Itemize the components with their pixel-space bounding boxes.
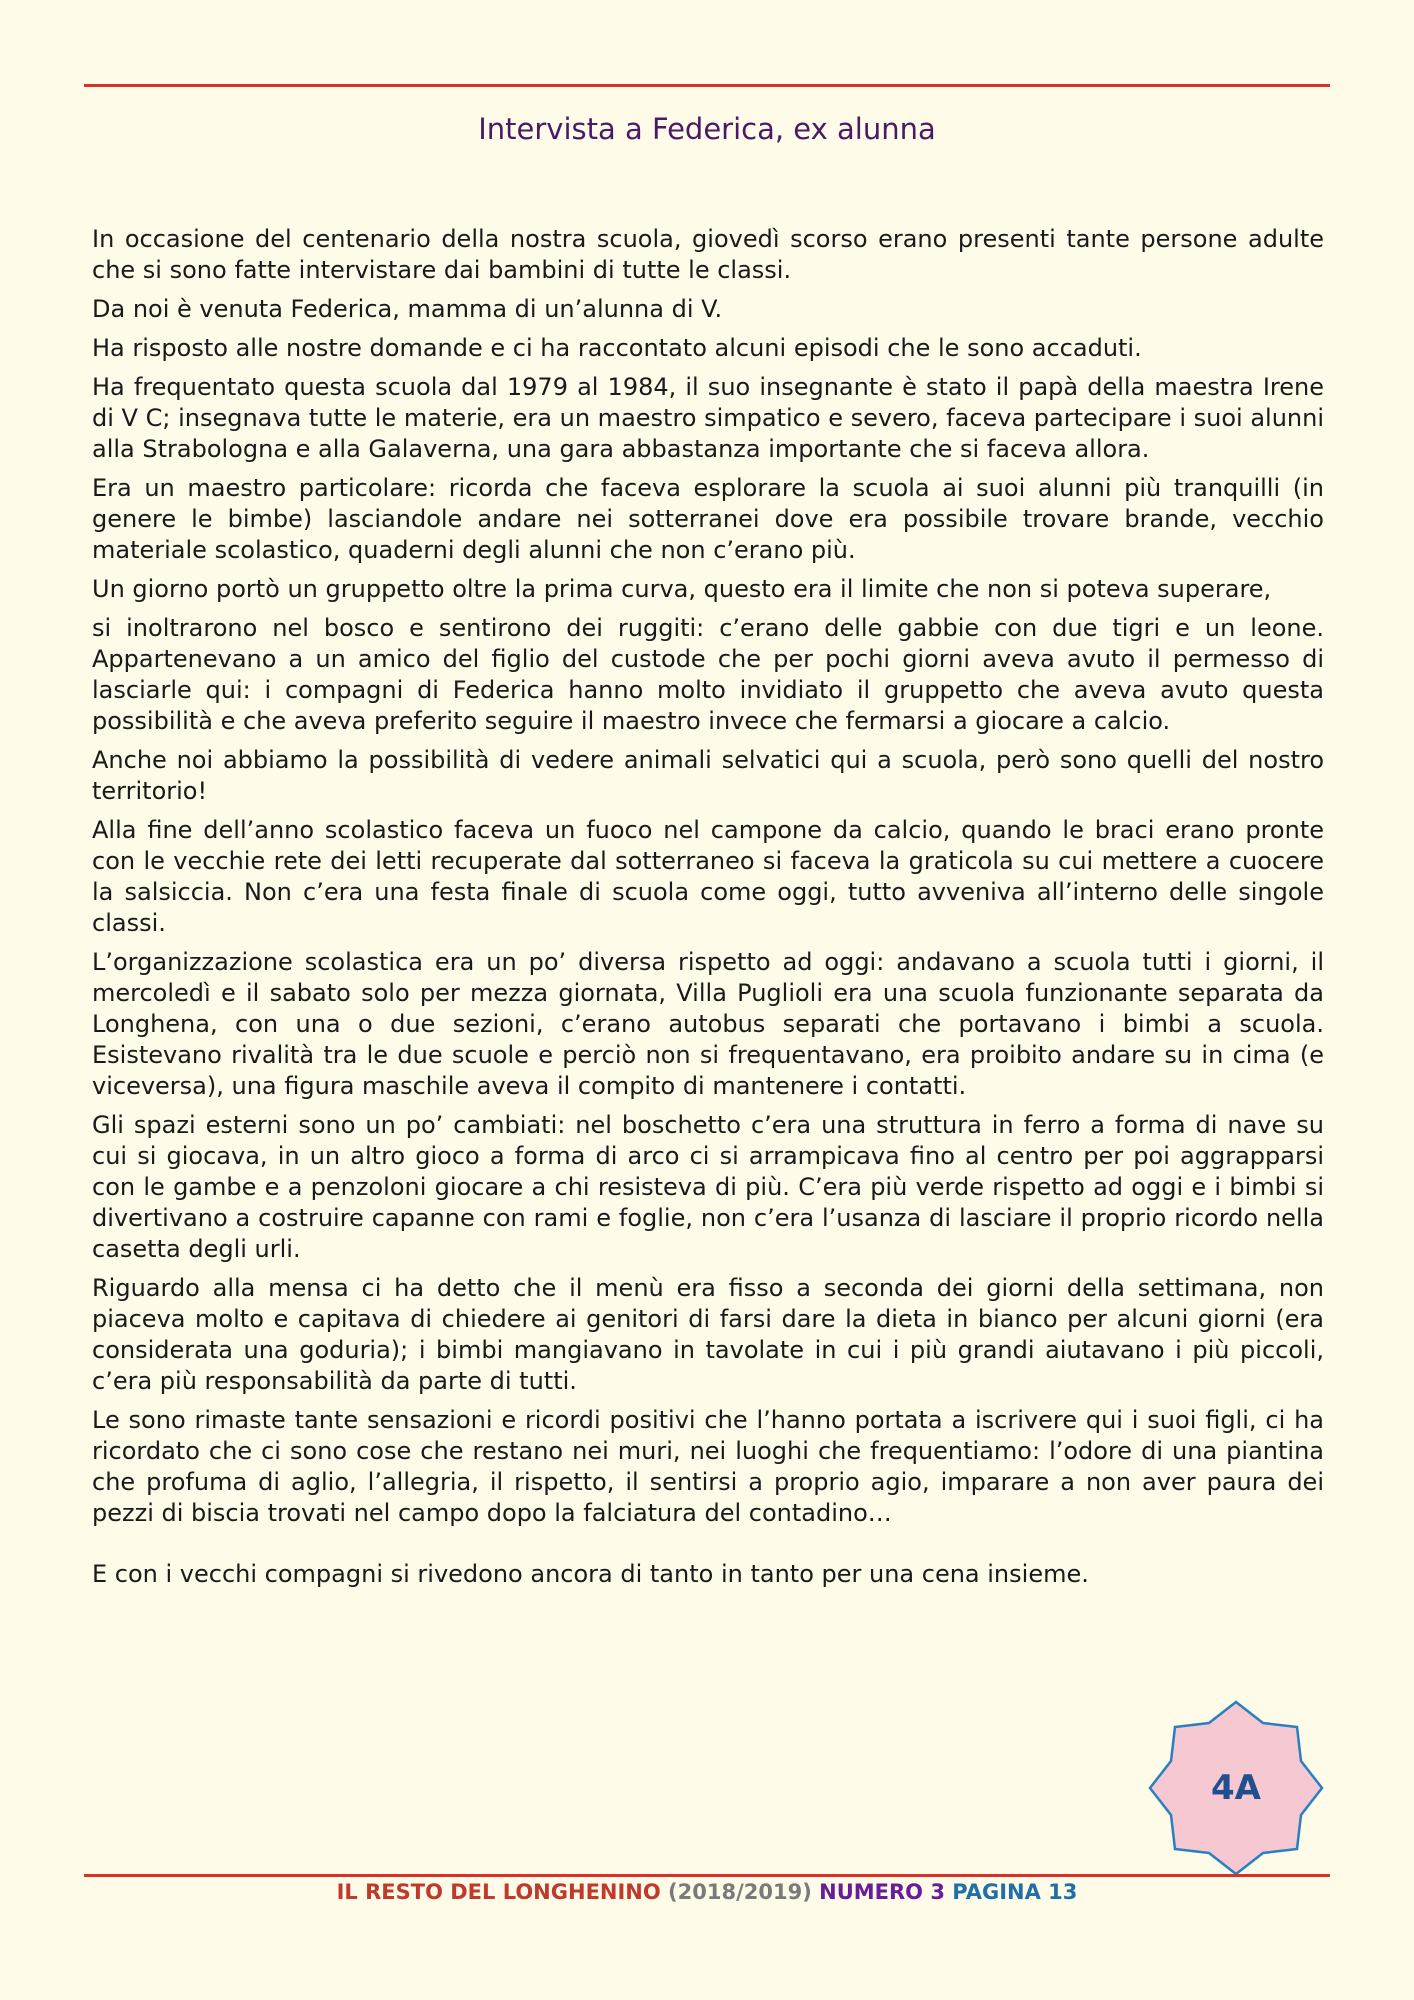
footer-year: (2018/2019): [668, 1880, 812, 1904]
footer-issue: NUMERO 3: [819, 1880, 945, 1904]
paragraph: Da noi è venuta Federica, mamma di un’alunna di V.: [92, 295, 723, 323]
top-rule: [84, 84, 1330, 87]
paragraph: Un giorno portò un gruppetto oltre la prima curva, questo era il limite che non si poteva superare,: [92, 575, 1272, 603]
class-badge: [1146, 1698, 1326, 1878]
paragraph: L’organizzazione scolastica era un po’ diversa rispetto ad oggi: andavano a scuola tutti i giorni, il mercoledì e il sabato solo per mezza giornata, Villa Puglioli era una scuola funzionante separata da Longhena, con una o due sezioni, c’erano autobus separati che portavano i bimbi a scuola. Esistevano rivalità tra le due scuole e perciò non si frequentavano, era proibito andare su in cima (e viceversa), una figura maschile aveva il compito di mantenere i contatti.: [92, 948, 1324, 1100]
paragraph: Le sono rimaste tante sensazioni e ricordi positivi che l’hanno portata a iscrivere qui i suoi figli, ci ha ricordato che ci sono cose che restano nei muri, nei luoghi che frequentiamo: l’odore di una piantina che profuma di aglio, l’allegria, il rispetto, il sentirsi a proprio agio, imparare a non aver paura dei pezzi di biscia trovati nel campo dopo la falciatura del contadino…: [92, 1406, 1324, 1527]
paragraph: Ha risposto alle nostre domande e ci ha raccontato alcuni episodi che le sono accaduti.: [92, 334, 1142, 362]
paragraph: Riguardo alla mensa ci ha detto che il menù era fisso a seconda dei giorni della settimana, non piaceva molto e capitava di chiedere ai genitori di farsi dare la dieta in bianco per alcuni giorni (era considerata una goduria); i bimbi mangiavano in tavolate in cui i più grandi aiutavano i più piccoli, c’era più responsabilità da parte di tutti.: [92, 1274, 1324, 1395]
bottom-rule: [84, 1874, 1330, 1877]
page-footer: [0, 1880, 1414, 1904]
paragraph: Alla fine dell’anno scolastico faceva un fuoco nel campone da calcio, quando le braci erano pronte con le vecchie rete dei letti recuperate dal sotterraneo si faceva la graticola su cui mettere a cuocere la salsiccia. Non c’era una festa finale di scuola come oggi, tutto avveniva all’interno delle singole classi.: [92, 816, 1324, 937]
paragraph: Ha frequentato questa scuola dal 1979 al 1984, il suo insegnante è stato il papà della maestra Irene di V C; insegnava tutte le materie, era un maestro simpatico e severo, faceva partecipare i suoi alunni alla Strabologna e alla Galaverna, una gara abbastanza importante che si faceva allora.: [92, 373, 1324, 463]
paragraph: si inoltrarono nel bosco e sentirono dei ruggiti: c’erano delle gabbie con due tigri e un leone. Appartenevano a un amico del figlio del custode che per pochi giorni aveva avuto il permesso di lasciarle qui: i compagni di Federica hanno molto invidiato il gruppetto che aveva avuto questa possibilità e che aveva preferito seguire il maestro invece che fermarsi a giocare a calcio.: [92, 614, 1324, 735]
footer-page: PAGINA 13: [952, 1880, 1078, 1904]
paragraph: Anche noi abbiamo la possibilità di vedere animali selvatici qui a scuola, però sono quelli del nostro territorio!: [92, 746, 1324, 805]
closing-paragraph: E con i vecchi compagni si rivedono ancora di tanto in tanto per una cena insieme.: [92, 1560, 1089, 1588]
paragraph: Era un maestro particolare: ricorda che faceva esplorare la scuola ai suoi alunni più tranquilli (in genere le bimbe) lasciandole andare nei sotterranei dove era possibile trovare brande, vecchio materiale scolastico, quaderni degli alunni che non c’erano più.: [92, 474, 1324, 564]
paragraph: Gli spazi esterni sono un po’ cambiati: nel boschetto c’era una struttura in ferro a forma di nave su cui si giocava, in un altro gioco a forma di arco ci si arrampicava fino al centro per poi aggrapparsi con le gambe e a penzoloni giocare a chi resisteva di più. C’era più verde rispetto ad oggi e i bimbi si divertivano a costruire capanne con rami e foglie, non c’era l’usanza di lasciare il proprio ricordo nella casetta degli urli.: [92, 1111, 1324, 1263]
paragraph: In occasione del centenario della nostra scuola, giovedì scorso erano presenti tante persone adulte che si sono fatte intervistare dai bambini di tutte le classi.: [92, 225, 1324, 284]
badge-label: 4A: [1211, 1768, 1261, 1808]
article-title: Intervista a Federica, ex alunna: [478, 112, 936, 146]
article-body: [92, 224, 1324, 1598]
footer-journal: IL RESTO DEL LONGHENINO: [336, 1880, 661, 1904]
